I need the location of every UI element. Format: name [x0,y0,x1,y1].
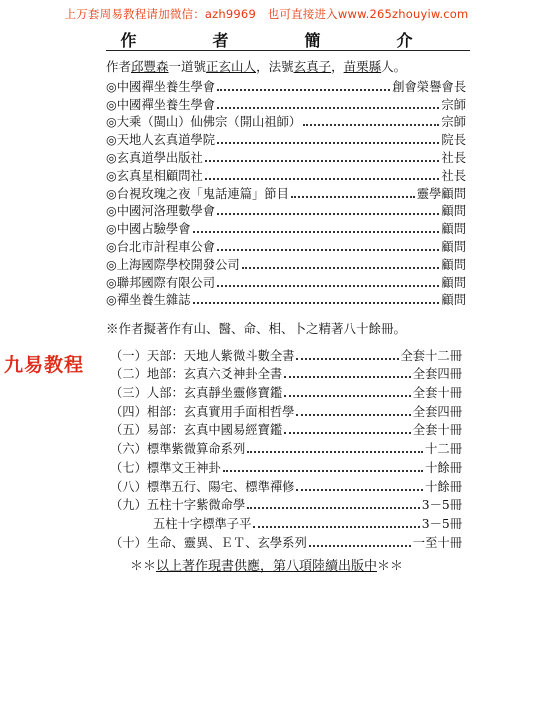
author-hometown: 苗栗縣 [343,59,382,74]
book-label: （一）天部：天地人紫微斗數全書 [110,348,295,363]
list-item [106,77,466,95]
book-count: 全套十冊 [412,423,462,438]
role-org: ◎大乘（閩山）仙佛宗（開山祖師） [106,115,302,130]
list-item [106,219,466,237]
list-item [106,273,466,291]
dot-leader [296,414,410,416]
dot-leader [296,489,423,491]
book-count: 全套四冊 [412,367,462,382]
role-title: 顧問 [441,204,466,219]
dot-leader [247,507,419,509]
dot-leader [284,376,411,378]
role-org: ◎上海國際學校開發公司 [106,257,240,272]
dot-leader [217,285,439,287]
book-label: （八）標準五行、陽宅、標準禪修 [110,479,295,494]
list-item [106,166,466,184]
list-item [110,382,462,401]
dot-leader [217,142,439,144]
role-title: 靈學顧問 [416,186,466,201]
book-count: 全套十冊 [412,386,462,401]
role-title: 創會榮譽會長 [392,79,466,94]
dot-leader [193,231,440,233]
books-list [110,345,462,551]
watermark-logo: 九易教程 [4,354,85,376]
list-item [110,476,462,495]
book-label: （十）生命、靈異、ＥＴ、玄學系列 [110,535,307,550]
dot-leader [242,267,440,269]
roles-list [106,77,466,308]
role-title: 院長 [441,133,466,148]
role-title: 顧問 [441,222,466,237]
author-prefix: 作者 [106,59,132,74]
role-org: ◎玄真道學出版社 [106,150,203,165]
book-count: 全套四冊 [412,404,462,419]
dot-leader [303,124,439,126]
footer-text: 以上著作現書供應，第八項陸續出版中 [155,559,377,574]
dot-leader [296,358,398,360]
dot-leader [205,160,440,162]
list-item [110,532,462,551]
author-intro [106,57,470,75]
role-org: ◎玄真星相顧問社 [106,168,203,183]
author-mid1: 一道號 [168,59,207,74]
author-suffix: 人。 [381,59,407,74]
list-item [110,420,462,439]
book-count: 十餘冊 [425,460,462,475]
dot-leader [291,196,415,198]
footer-stars-right: ＊＊ [377,559,404,574]
book-label: （四）相部：玄真實用手面相哲學 [110,404,295,419]
list-item [110,513,462,532]
footer-stars-left: ＊＊ [129,559,156,574]
works-note: ※作者擬著作有山、醫、命、相、卜之精著八十餘冊。 [106,321,407,336]
book-label: （五）易部：玄真中國易經寶鑑 [110,423,283,438]
dot-leader [217,107,439,109]
role-title: 顧問 [441,239,466,254]
dot-leader [309,545,411,547]
book-count: 3－5冊 [421,516,462,531]
dot-leader [284,432,411,434]
dot-leader [205,178,440,180]
dot-leader [217,89,390,91]
book-label: （六）標準紫微算命系列 [110,442,246,457]
author-name: 邱豐森 [131,59,169,74]
role-org: ◎中國禪坐養生學會 [106,79,216,94]
list-item [106,291,466,309]
list-item [106,184,466,202]
role-org: ◎台北市計程車公會 [106,239,216,254]
list-item [110,345,462,364]
dot-leader [284,395,411,397]
book-label: 五柱十字標準子平 [153,516,252,531]
list-item [106,148,466,166]
role-org: ◎禪坐養生雜誌 [106,293,191,308]
role-org: ◎中國河洛理數學會 [106,204,216,219]
dot-leader [223,470,423,472]
role-org: ◎天地人玄真道學院 [106,133,216,148]
dot-leader [217,249,439,251]
list-item [106,113,466,131]
role-title: 顧問 [441,257,466,272]
list-item [110,401,462,420]
role-title: 顧問 [441,293,466,308]
book-label: （九）五柱十字紫微命學 [110,498,246,513]
role-title: 顧問 [441,275,466,290]
list-item [106,130,466,148]
list-item [110,438,462,457]
dot-leader [217,213,439,215]
list-item [110,457,462,476]
list-item [110,364,462,383]
role-org: ◎中國禪坐養生學會 [106,97,216,112]
book-count: 3－5冊 [421,498,462,513]
book-count: 全套十二冊 [400,348,462,363]
list-item [106,255,466,273]
book-label: （三）人部：玄真靜坐靈修寶鑑 [110,386,283,401]
book-label: （七）標準文王神卦 [110,460,221,475]
title-divider [106,50,470,51]
role-title: 宗師 [441,97,466,112]
dot-leader [247,451,423,453]
author-dao-name: 正玄山人 [206,59,257,74]
footer-notice [0,555,533,574]
role-title: 社長 [441,168,466,183]
page-title: 作 者 簡 介 [120,31,443,50]
book-label: （二）地部：玄真六爻神卦全書 [110,367,283,382]
role-org: ◎聯邦國際有限公司 [106,275,216,290]
role-title: 社長 [441,150,466,165]
role-title: 宗師 [441,115,466,130]
book-count: 一至十冊 [412,535,462,550]
role-org: ◎台視玫瑰之夜「鬼話連篇」節目 [106,186,289,201]
list-item [110,495,462,514]
list-item [106,202,466,220]
author-dharma-name: 玄真子 [293,59,332,74]
dot-leader [193,302,440,304]
list-item [106,237,466,255]
book-count: 十餘冊 [425,479,462,494]
dot-leader [253,526,419,528]
author-mid3: ， [331,59,344,74]
role-org: ◎中國占驗學會 [106,222,191,237]
author-mid2: ，法號 [256,59,294,74]
top-banner: 上万套周易教程请加微信：azh9969 也可直接进入www.265zhouyiw.com [64,7,469,21]
book-count: 十二冊 [425,442,462,457]
list-item [106,95,466,113]
